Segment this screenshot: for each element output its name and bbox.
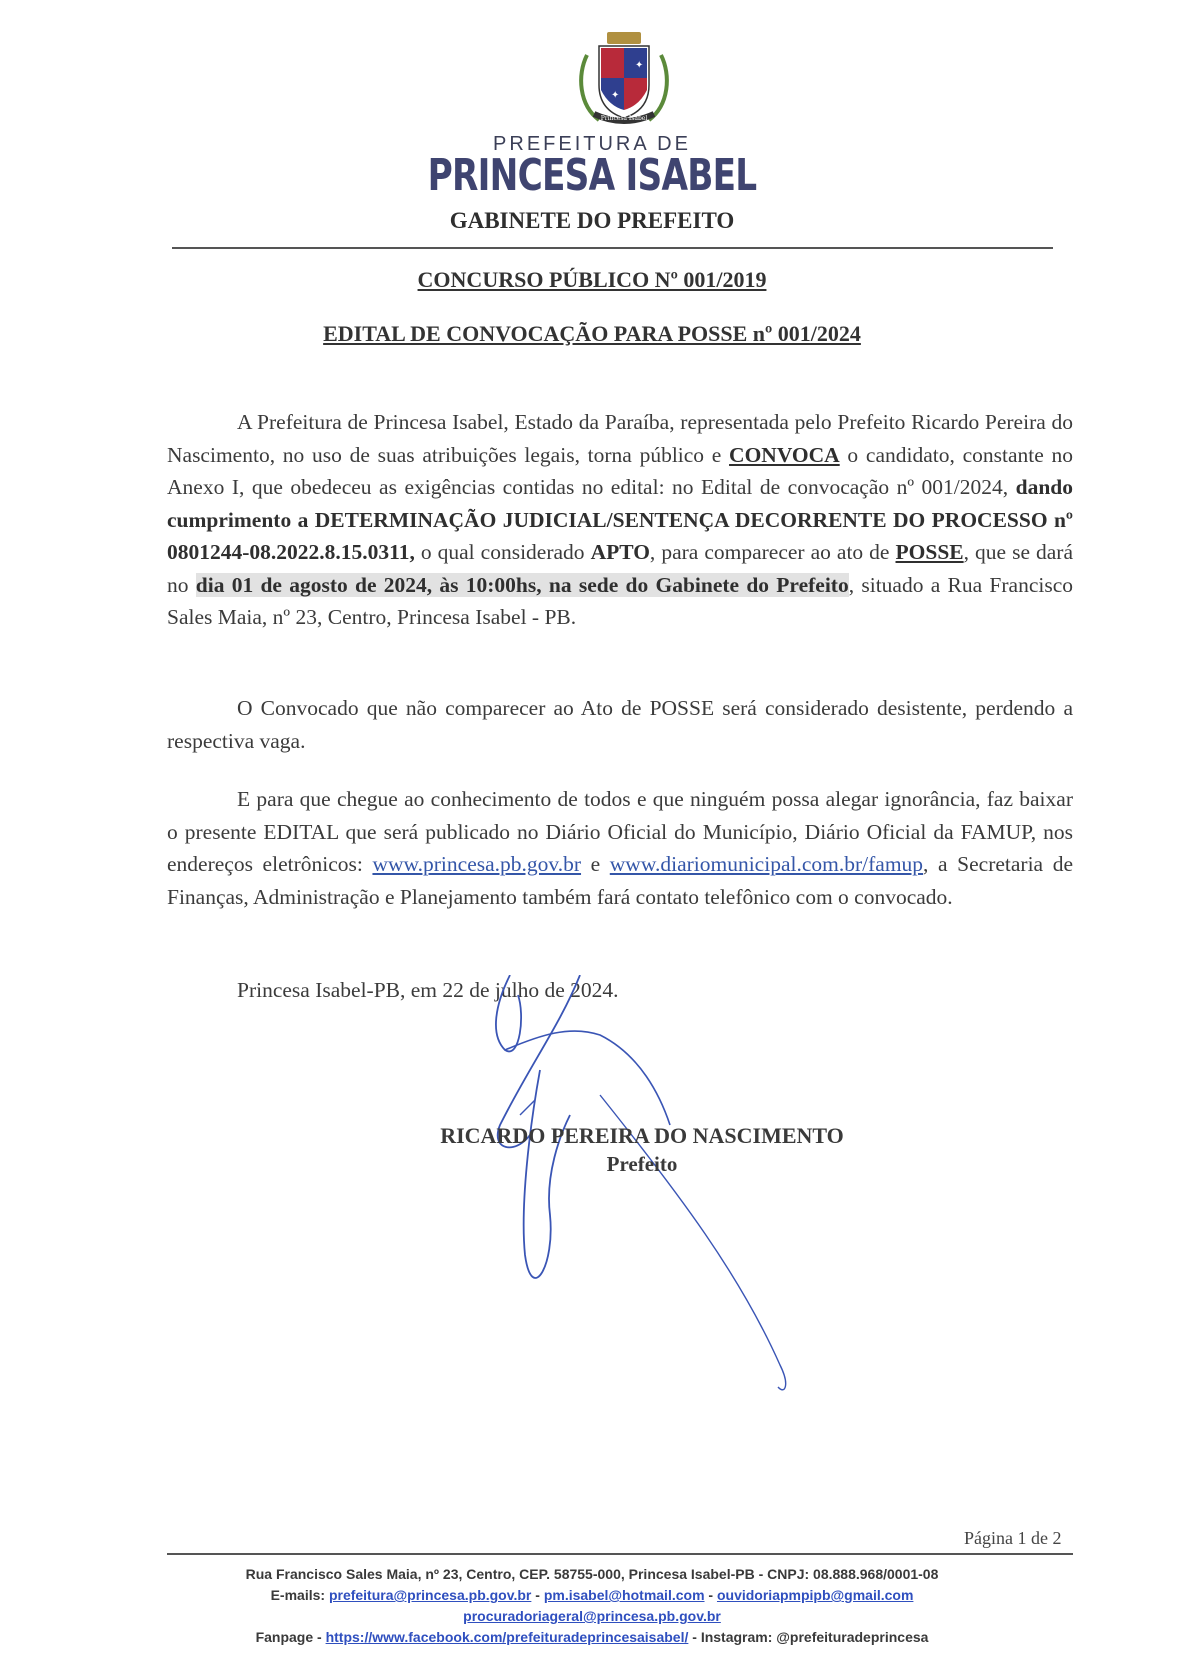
concurso-title: CONCURSO PÚBLICO Nº 001/2019	[417, 267, 767, 292]
footer-social	[0, 1629, 1184, 1645]
p3-text-3: , a Secretaria de Finanças, Administração e Planejamento também fará contato telefônico com o convocado.	[167, 852, 1073, 909]
email-separator: -	[531, 1587, 544, 1603]
apto-word: APTO	[590, 540, 650, 564]
email-procuradoria-link[interactable]: procuradoriageral@princesa.pb.gov.br	[463, 1608, 721, 1624]
p1-text-4: , para comparecer ao ato de	[649, 540, 896, 564]
signer-role: Prefeito	[606, 1152, 678, 1176]
municipal-crest-icon	[569, 30, 679, 130]
cabinet-title: GABINETE DO PREFEITO	[449, 208, 735, 233]
footer-email-procuradoria	[0, 1608, 1184, 1624]
footer-divider	[167, 1553, 1073, 1555]
emails-label: E-mails:	[270, 1587, 329, 1603]
facebook-link[interactable]: https://www.facebook.com/prefeituradeprincesaisabel/	[325, 1629, 689, 1645]
svg-text:✦: ✦	[635, 60, 644, 71]
city-name: PRINCESA ISABEL	[427, 150, 757, 201]
header-divider	[172, 247, 1053, 249]
body-paragraph-2	[167, 692, 1073, 757]
p1-text-1: A Prefeitura de Princesa Isabel, Estado da Paraíba, representada pelo Prefeito Ricardo Pereira do Nascimento, no uso de suas atribuições legais, torna público e	[167, 410, 1073, 467]
p1-text-2: o candidato, constante no Anexo I, que obedeceu as exigências contidas no edital: no Edital de convocação nº 001/2024,	[167, 442, 1073, 499]
crest-ribbon-text: Princesa Isabel	[600, 115, 648, 122]
posse-word: POSSE	[895, 540, 964, 564]
place-date: Princesa Isabel-PB, em 22 de julho de 2024.	[237, 978, 619, 1002]
svg-text:✦: ✦	[611, 90, 620, 101]
posse-date-highlight: dia 01 de agosto de 2024, às 10:00hs, na sede do Gabinete do Prefeito	[195, 572, 849, 597]
p1-text-5: , que se dará no	[167, 540, 1073, 597]
email-ouvidoria-link[interactable]: ouvidoriapmpipb@gmail.com	[716, 1587, 914, 1603]
signer-name: RICARDO PEREIRA DO NASCIMENTO	[440, 1123, 844, 1148]
edital-title: EDITAL DE CONVOCAÇÃO PARA POSSE nº 001/2024	[323, 321, 861, 346]
handwritten-signature	[460, 975, 860, 1495]
footer-address: Rua Francisco Sales Maia, nº 23, Centro, CEP. 58755-000, Princesa Isabel-PB - CNPJ: 08.888.968/0001-08	[245, 1566, 939, 1582]
p1-text-6: , situado a Rua Francisco Sales Maia, nº 23, Centro, Princesa Isabel - PB.	[167, 572, 1073, 629]
convoca-word: CONVOCA	[729, 442, 840, 467]
p1-text-3: o qual considerado	[414, 540, 591, 564]
page-number: Página 1 de 2	[964, 1528, 1062, 1548]
body-paragraph-1	[167, 406, 1073, 634]
body-paragraph-3	[167, 783, 1073, 913]
diario-municipal-link[interactable]: www.diariomunicipal.com.br/famup	[609, 852, 924, 876]
prefeitura-label: PREFEITURA DE	[493, 133, 691, 155]
p3-text-2: e	[581, 852, 610, 876]
judicial-determination: dando cumprimento a DETERMINAÇÃO JUDICIAL/SENTENÇA DECORRENTE DO PROCESSO nº 0801244-08.2022.8.15.0311,	[167, 475, 1073, 564]
princesa-site-link[interactable]: www.princesa.pb.gov.br	[372, 852, 582, 876]
instagram-handle: - Instagram: @prefeituradeprincesa	[688, 1629, 929, 1645]
fanpage-label: Fanpage -	[255, 1629, 326, 1645]
footer-emails	[0, 1587, 1184, 1603]
p3-text-1: E para que chegue ao conhecimento de todos e que ninguém possa alegar ignorância, faz baixar o presente EDITAL que será publicado no Diário Oficial do Município, Diário Oficial da FAMUP, nos endereços eletrônicos:	[167, 787, 1073, 876]
email-separator: -	[704, 1587, 717, 1603]
email-hotmail-link[interactable]: pm.isabel@hotmail.com	[543, 1587, 705, 1603]
p2-text: O Convocado que não comparecer ao Ato de POSSE será considerado desistente, perdendo a respectiva vaga.	[167, 696, 1073, 753]
email-prefeitura-link[interactable]: prefeitura@princesa.pb.gov.br	[328, 1587, 532, 1603]
